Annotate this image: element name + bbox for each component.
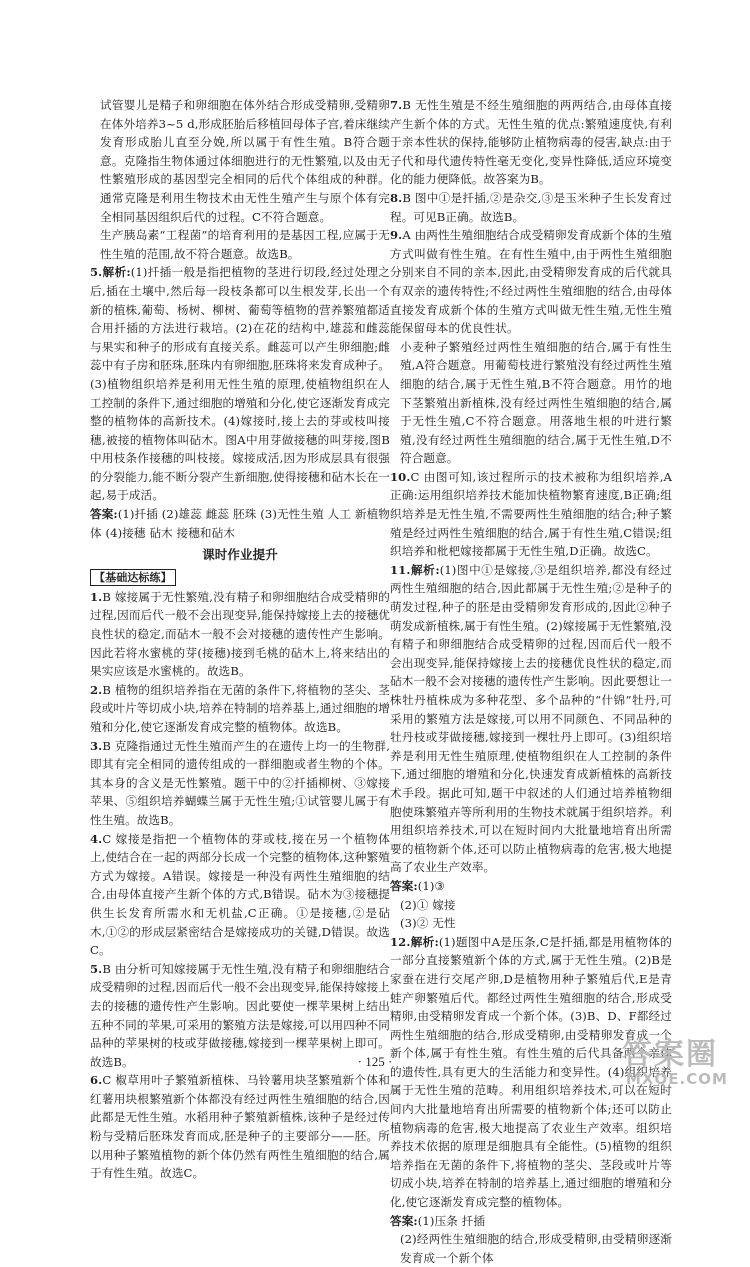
answer-label: 答案:	[390, 878, 418, 893]
question-number: 8.	[390, 190, 403, 205]
question-number: 4.	[90, 831, 103, 846]
answer-text: B 克隆指通过无性生殖而产生的在遗传上均一的生物群,即其有完全相同的遗传组成的一群细胞或者生物的个体。其本身的含义是无性繁殖。题干中的②扦插柳树、③嫁接苹果、⑤组织培养蝴蝶兰属于无性生殖;①试管婴儿属于有性生殖。故选B。	[90, 738, 390, 827]
answer-text: (2)① 嫁接	[400, 897, 456, 912]
answer-text: (1)压条 扦插	[417, 1213, 486, 1228]
answer-text: C 椒草用叶子繁殖新植株、马铃薯用块茎繁殖新个体和红薯用块根繁殖新个体都没有经过两性生殖细胞的结合,因此都是无性生殖。水稻用种子繁殖新植株,该种子是经过传粉与受精后胚珠发育而成,胚是种子的主要部分——胚。所以用种子繁殖植物的新个体仍然有两性生殖细胞的结合,属于有性生殖。故选C。	[90, 1073, 390, 1181]
answer-text: B 由分析可知嫁接属于无性生殖,没有精子和卵细胞结合成受精卵的过程,因而后代一般不会出现变异,能保持嫁接上去的接穗的遗传性产生影响。因此要使一棵苹果树上结出五种不同的苹果,可采用的繁殖方法是嫁接,可以用四种不同品种的苹果树的枝或芽做接穗,嫁接到一棵苹果树上即可。故选B。	[90, 961, 390, 1069]
answer-paragraph	[390, 468, 672, 561]
left-column	[90, 96, 390, 1183]
answer-paragraph	[390, 914, 672, 933]
section-title: 课时作业提升	[202, 547, 278, 563]
question-number: 7.	[390, 98, 403, 112]
answer-text: B 图中①是扦插,②是杂交,③是玉米种子生长发育过程。可见B正确。故选B。	[390, 190, 672, 224]
answer-paragraph	[90, 226, 390, 263]
answer-paragraph	[90, 96, 390, 226]
answer-text: 试管婴儿是精子和卵细胞在体外结合形成受精卵,受精卵在体外培养3~5 d,形成胚胎后移植回母体子宫,着床继续发育形成胎儿直至分娩,所以属于有性生殖。B符合题意。克隆指生物体通过体细胞进行的无性繁殖,以及由无性繁殖形成的基因型完全相同的后代个体组成的种群。通常克隆是利用生物技术由无性生殖产生与原个体有完全相同基因组织后代的过程。C不符合题意。	[100, 98, 390, 224]
answer-paragraph	[390, 1212, 672, 1231]
answer-text: C 嫁接是指把一个植物体的芽或枝,接在另一个植物体上,使结合在一起的两部分长成一个完整的植物体,这种繁殖方式为嫁接。A错误。嫁接是一种没有两性生殖细胞的结合,由母体直接产生新个体的方式,B错误。砧木为③接穗提供生长发育所需水和无机盐,C正确。①是接穗,②是砧木,①②的形成层紧密结合是嫁接成功的关键,D错误。故选C。	[90, 831, 390, 958]
answer-paragraph	[390, 338, 672, 468]
answer-paragraph	[90, 263, 390, 505]
section-tag: 【基础达标练】	[90, 569, 176, 586]
answer-label: 答案:	[90, 507, 118, 522]
answer-text: (1)扦插 (2)雄蕊 雌蕊 胚珠 (3)无性生殖 人工 新植物体 (4)接穗 砧木 接穗和砧木	[90, 507, 390, 540]
answer-paragraph	[390, 189, 672, 226]
answer-text: (1)题图中A是压条,C是扦插,都是用植物体的一部分直接繁殖新个体的方式,属于无性生殖。(2)B是家蚕在进行交尾产卵,D是植物用种子繁殖后代,E是青蛙产卵繁殖后代。都经过两性生殖细胞的结合,形成受精卵,由受精卵发育成一个新个体。(3)B、D、F都经过两性生殖细胞的结合,形成受精卵,由受精卵发育成一个新个体,属于有性生殖。有性生殖的后代具备两个亲体的遗传性,具有更大的生活能力和变异性。(4)组织培养属于无性生殖的范畴。利用组织培养技术,可以在短时间内大批量地培育出所需要的植物新个体;还可以防止植物病毒的危害,极大地提高了农业生产效率。组织培养技术依据的原理是细胞具有全能性。(5)植物的组织培养指在无菌的条件下,将植物的茎尖、茎段或叶片等切成小块,培养在特制的培养基上,通过细胞的增殖和分化,使它逐渐发育成完整的植物体。	[390, 934, 672, 1210]
answer-label: 解析:	[410, 562, 440, 577]
answer-text: (2)经两性生殖细胞的结合,形成受精卵,由受精卵逐渐发育成一个新个体	[400, 1232, 672, 1265]
answer-text: B 无性生殖是不经生殖细胞的两两结合,由母体直接产生新个体的方式。无性生殖的优点:繁殖速度快,有利于亲本性状的保持,能够防止植物病毒的侵害,缺点:由于子代和母代遗传特性毫无变化,变异性降低,适应环境变化的能力便降低。故答案为B。	[390, 98, 672, 187]
question-number: 5.	[90, 961, 103, 976]
watermark-logo	[622, 1037, 742, 1092]
answer-text: (1)图中①是嫁接,③是组织培养,都没有经过两性生殖细胞的结合,因此都属于无性生殖;②是种子的萌发过程,种子的胚是由受精卵发育形成的,因此②种子萌发成新植株,属于有性生殖。(2)嫁接属于无性繁殖,没有精子和卵细胞结合成受精卵的过程,因而后代一般不会出现变异,能保持嫁接上去的接穗优良性状的稳定,而砧木一般不会对接穗的遗传性产生影响。因此要想让一株牡丹植株成为多种花型、多个品种的“什锦”牡丹,可采用的繁殖方法是嫁接,可以用不同颜色、不同品种的牡丹枝或芽做接穗,嫁接到一棵牡丹上即可。(3)组织培养是利用无性生殖原理,使植物组织在人工控制的条件下,通过细胞的增殖和分化,快速发育成新植株的高新技术手段。据此可知,题干中叙述的人们通过培养植物细胞使珠繁殖卉等所利用的生物技术就属于组织培养。利用组织培养技术,可以在短时间内大批量地培育出所需要的植物新个体,还可以防止植物病毒的危害,极大地提高了农业生产效率。	[390, 562, 672, 875]
answer-text: (1)③	[417, 878, 445, 893]
answer-paragraph	[390, 561, 672, 877]
question-number: 6.	[90, 1073, 103, 1088]
answer-paragraph	[390, 226, 672, 338]
answer-paragraph	[90, 505, 390, 542]
answer-text: (1)扦插一般是指把植物的茎进行切段,经过处理之后,插在土壤中,然后每一段枝条都可以生根发芽,长出一个新的植株,葡萄、杨树、柳树、葡萄等植物的营养繁殖都适合用扦插的方法进行栽培。(2)在花的结构中,雄蕊和雌蕊与果实和种子的形成有直接关系。雌蕊可以产生卵细胞;雌蕊中有子房和胚珠,胚珠内有卵细胞,胚珠将来发育成种子。(3)植物组织培养是利用无性生殖的原理,使植物组织在人工控制的条件下,通过细胞的增殖和分化,使它逐渐发育成完整的植物体的高新技术。(4)嫁接时,接上去的芽或枝叫接穗,被接的植物体叫砧木。图A中用芽做接穗的叫芽接,图B中用枝条作接穗的叫枝接。嫁接成活,因为形成层具有很强的分裂能力,能不断分裂产生新细胞,使得接穗和砧木长在一起,易于成活。	[90, 265, 390, 503]
watermark-logo-url: MXQE.COM	[626, 1070, 728, 1088]
answer-paragraph	[390, 896, 672, 915]
answer-paragraph	[390, 1230, 672, 1267]
answer-paragraph	[90, 681, 390, 737]
question-number: 3.	[90, 738, 103, 753]
question-number: 1.	[90, 589, 103, 604]
answer-label: 解析:	[102, 265, 131, 280]
answer-text: 小麦种子繁殖经过两性生殖细胞的结合,属于有性生殖,A符合题意。用葡萄枝进行繁殖没有经过两性生殖细胞的结合,属于无性生殖,B不符合题意。用竹的地下茎繁殖出新植株,没有经过两性生殖细胞的结合,属于无性生殖,C不符合题意。用落地生根的叶进行繁殖,没有经过两性生殖细胞的结合,属于无性生殖,D不符合题意。	[400, 339, 672, 466]
question-number: 9.	[390, 228, 403, 243]
answer-text: B 嫁接属于无性繁殖,没有精子和卵细胞结合成受精卵的过程,因而后代一般不会出现变异,能保持嫁接上去的接穗优良性状的稳定,而砧木一般不会对接穗的遗传性产生影响。因此若将水蜜桃的芽(接穗)接到毛桃的砧木上,将来结出的果实应该是水蜜桃的。故选B。	[90, 589, 390, 679]
answer-paragraph	[90, 737, 390, 830]
answer-label: 答案:	[390, 1213, 418, 1228]
answer-paragraph	[390, 96, 672, 189]
question-number: 11.	[390, 562, 411, 577]
answer-text: 生产胰岛素“工程菌”的培育利用的是基因工程,应属于无性生殖的范围,故不符合题意。故选B。	[100, 228, 390, 261]
page-number: · 125 ·	[357, 1054, 393, 1069]
answer-text: (3)② 无性	[400, 916, 456, 931]
watermark-logo-text: 答案圈	[622, 1037, 718, 1072]
answer-paragraph	[390, 877, 672, 896]
question-number: 10.	[390, 469, 411, 484]
answer-text: C 由图可知,该过程所示的技术被称为组织培养,A正确:运用组织培养技术能加快植物繁育速度,B正确;组织培养是无性生殖,不需要两性生殖细胞的结合;种子繁殖是经过两性生殖细胞的结合,属于有性生殖,C错误;组织培养和枇杷嫁接都属于无性生殖,D正确。故选C。	[390, 469, 672, 559]
answer-paragraph	[90, 1071, 390, 1183]
answer-text: A 由两性生殖细胞结合成受精卵发育成新个体的生殖方式叫做有性生殖。在有性生殖中,由于两性生殖细胞分别来自不同的亲本,因此,由受精卵发育成的后代就具有双亲的遗传特性;不经过两性生殖细胞的结合,由母体直接发育成新个体的生殖方式叫做无性生殖,无性生殖能保留母本的优良性状。	[390, 228, 672, 336]
answer-label: 解析:	[410, 934, 439, 949]
question-number: 12.	[390, 934, 411, 949]
answer-paragraph	[90, 588, 390, 681]
question-number: 5.	[90, 265, 103, 280]
answer-text: B 植物的组织培养指在无菌的条件下,将植物的茎尖、茎段或叶片等切成小块,培养在特制的培养基上,通过细胞的增殖和分化,使它逐渐发育成完整的植物体。故选B。	[90, 682, 390, 734]
answer-paragraph	[90, 830, 390, 960]
question-number: 2.	[90, 682, 103, 697]
